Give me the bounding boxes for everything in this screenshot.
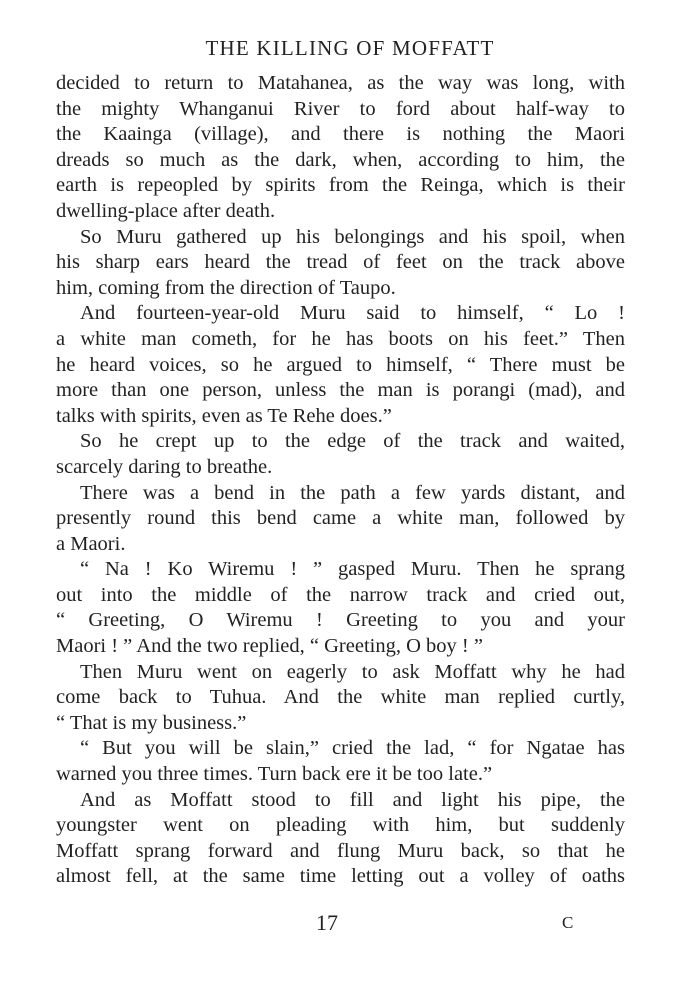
text-line: more than one person, unless the man is porangi (mad), and bbox=[56, 379, 625, 402]
running-head: THE KILLING OF MOFFATT bbox=[205, 36, 495, 60]
text-line: So Muru gathered up his belongings and his spoil, when bbox=[80, 225, 625, 248]
text-line: “ Na ! Ko Wiremu ! ” gasped Muru. Then he sprang bbox=[80, 558, 625, 581]
text-line: the mighty Whanganui River to ford about half-way to bbox=[56, 97, 625, 120]
text-line: his sharp ears heard the tread of feet on the track above bbox=[56, 251, 625, 274]
text-line: scarcely daring to breathe. bbox=[56, 455, 273, 478]
signature-mark: C bbox=[562, 913, 575, 932]
page-number: 17 bbox=[316, 910, 338, 935]
text-line: out into the middle of the narrow track and cried out, bbox=[56, 583, 625, 606]
text-line: almost fell, at the same time letting out a volley of oaths bbox=[56, 865, 625, 888]
text-line: Then Muru went on eagerly to ask Moffatt why he had bbox=[80, 660, 625, 683]
paragraph bbox=[56, 660, 625, 737]
text-line: Moffatt sprang forward and flung Muru back, so that he bbox=[56, 839, 625, 862]
paragraph bbox=[56, 788, 625, 890]
text-line: dreads so much as the dark, when, according to him, the bbox=[56, 148, 625, 171]
text-line: a Maori. bbox=[56, 532, 126, 555]
text-line: dwelling-place after death. bbox=[56, 199, 276, 222]
text-line: earth is repeopled by spirits from the Reinga, which is their bbox=[56, 174, 625, 197]
text-line: the Kaainga (village), and there is nothing the Maori bbox=[56, 123, 625, 146]
paragraph bbox=[56, 225, 625, 302]
paragraph bbox=[56, 429, 625, 480]
text-line: talks with spirits, even as Te Rehe does.” bbox=[56, 404, 392, 427]
text-line: Maori ! ” And the two replied, “ Greeting, O boy ! ” bbox=[56, 635, 483, 658]
paragraph bbox=[56, 557, 625, 659]
text-line: decided to return to Matahanea, as the way was long, with bbox=[56, 72, 625, 94]
text-line: “ But you will be slain,” cried the lad, “ for Ngatae has bbox=[80, 737, 625, 760]
text-line: youngster went on pleading with him, but suddenly bbox=[56, 814, 625, 837]
text-line: a white man cometh, for he has boots on his feet.” Then bbox=[56, 327, 625, 350]
paragraph bbox=[56, 736, 625, 787]
text-line: And fourteen-year-old Muru said to himself, “ Lo ! bbox=[80, 302, 625, 325]
text-line: And as Moffatt stood to fill and light his pipe, the bbox=[80, 788, 625, 811]
body-text bbox=[56, 71, 625, 890]
text-line: him, coming from the direction of Taupo. bbox=[56, 276, 396, 299]
text-line: warned you three times. Turn back ere it be too late.” bbox=[56, 763, 493, 786]
text-line: he heard voices, so he argued to himself, “ There must be bbox=[56, 353, 625, 376]
text-line: So he crept up to the edge of the track and waited, bbox=[80, 430, 625, 453]
text-line: “ Greeting, O Wiremu ! Greeting to you and your bbox=[56, 609, 625, 632]
text-line: come back to Tuhua. And the white man replied curtly, bbox=[56, 686, 625, 709]
paragraph bbox=[56, 481, 625, 558]
text-line: presently round this bend came a white man, followed by bbox=[56, 507, 625, 530]
text-line: “ That is my business.” bbox=[56, 711, 247, 734]
paragraph bbox=[56, 71, 625, 225]
paragraph bbox=[56, 301, 625, 429]
text-line: There was a bend in the path a few yards distant, and bbox=[80, 481, 625, 504]
